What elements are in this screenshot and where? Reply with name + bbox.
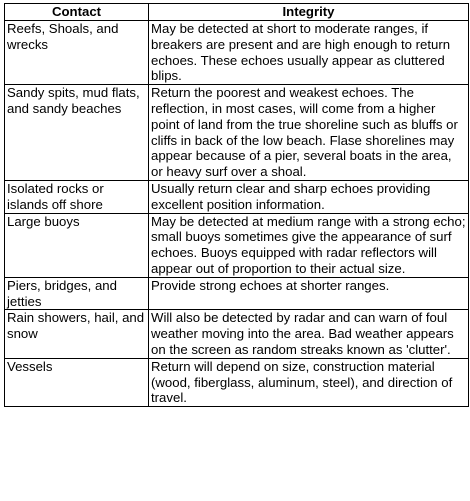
contact-cell: Large buoys — [5, 213, 149, 277]
table-row — [5, 213, 469, 277]
table-row — [5, 310, 469, 358]
contact-cell: Piers, bridges, and jetties — [5, 277, 149, 310]
header-contact: Contact — [5, 4, 149, 21]
integrity-cell: May be detected at short to moderate ranges, if breakers are present and are high enough to return echoes. These echoes usually appear as cluttered blips. — [149, 21, 469, 85]
integrity-cell: Return will depend on size, construction material (wood, fiberglass, aluminum, steel), and direction of travel. — [149, 358, 469, 406]
table-row — [5, 180, 469, 213]
table-row — [5, 277, 469, 310]
table-row — [5, 21, 469, 85]
integrity-cell: May be detected at medium range with a strong echo; small buoys sometimes give the appearance of surf echoes. Buoys equipped with radar reflectors will appear out of proportion to their actual size. — [149, 213, 469, 277]
header-row — [5, 4, 469, 21]
integrity-cell: Usually return clear and sharp echoes providing excellent position information. — [149, 180, 469, 213]
contact-cell: Sandy spits, mud flats, and sandy beaches — [5, 85, 149, 181]
table-row — [5, 85, 469, 181]
integrity-cell: Provide strong echoes at shorter ranges. — [149, 277, 469, 310]
contact-cell: Vessels — [5, 358, 149, 406]
integrity-cell: Return the poorest and weakest echoes. The reflection, in most cases, will come from a higher point of land from the true shoreline such as bluffs or cliffs in back of the low beach. Flase shorelines may appear because of a pier, several boats in the area, or heavy surf over a shoal. — [149, 85, 469, 181]
contact-cell: Reefs, Shoals, and wrecks — [5, 21, 149, 85]
radar-contact-table — [4, 3, 469, 407]
table-row — [5, 358, 469, 406]
contact-cell: Isolated rocks or islands off shore — [5, 180, 149, 213]
integrity-cell: Will also be detected by radar and can warn of foul weather moving into the area. Bad weather appears on the screen as random streaks known as 'clutter'. — [149, 310, 469, 358]
contact-cell: Rain showers, hail, and snow — [5, 310, 149, 358]
header-integrity: Integrity — [149, 4, 469, 21]
